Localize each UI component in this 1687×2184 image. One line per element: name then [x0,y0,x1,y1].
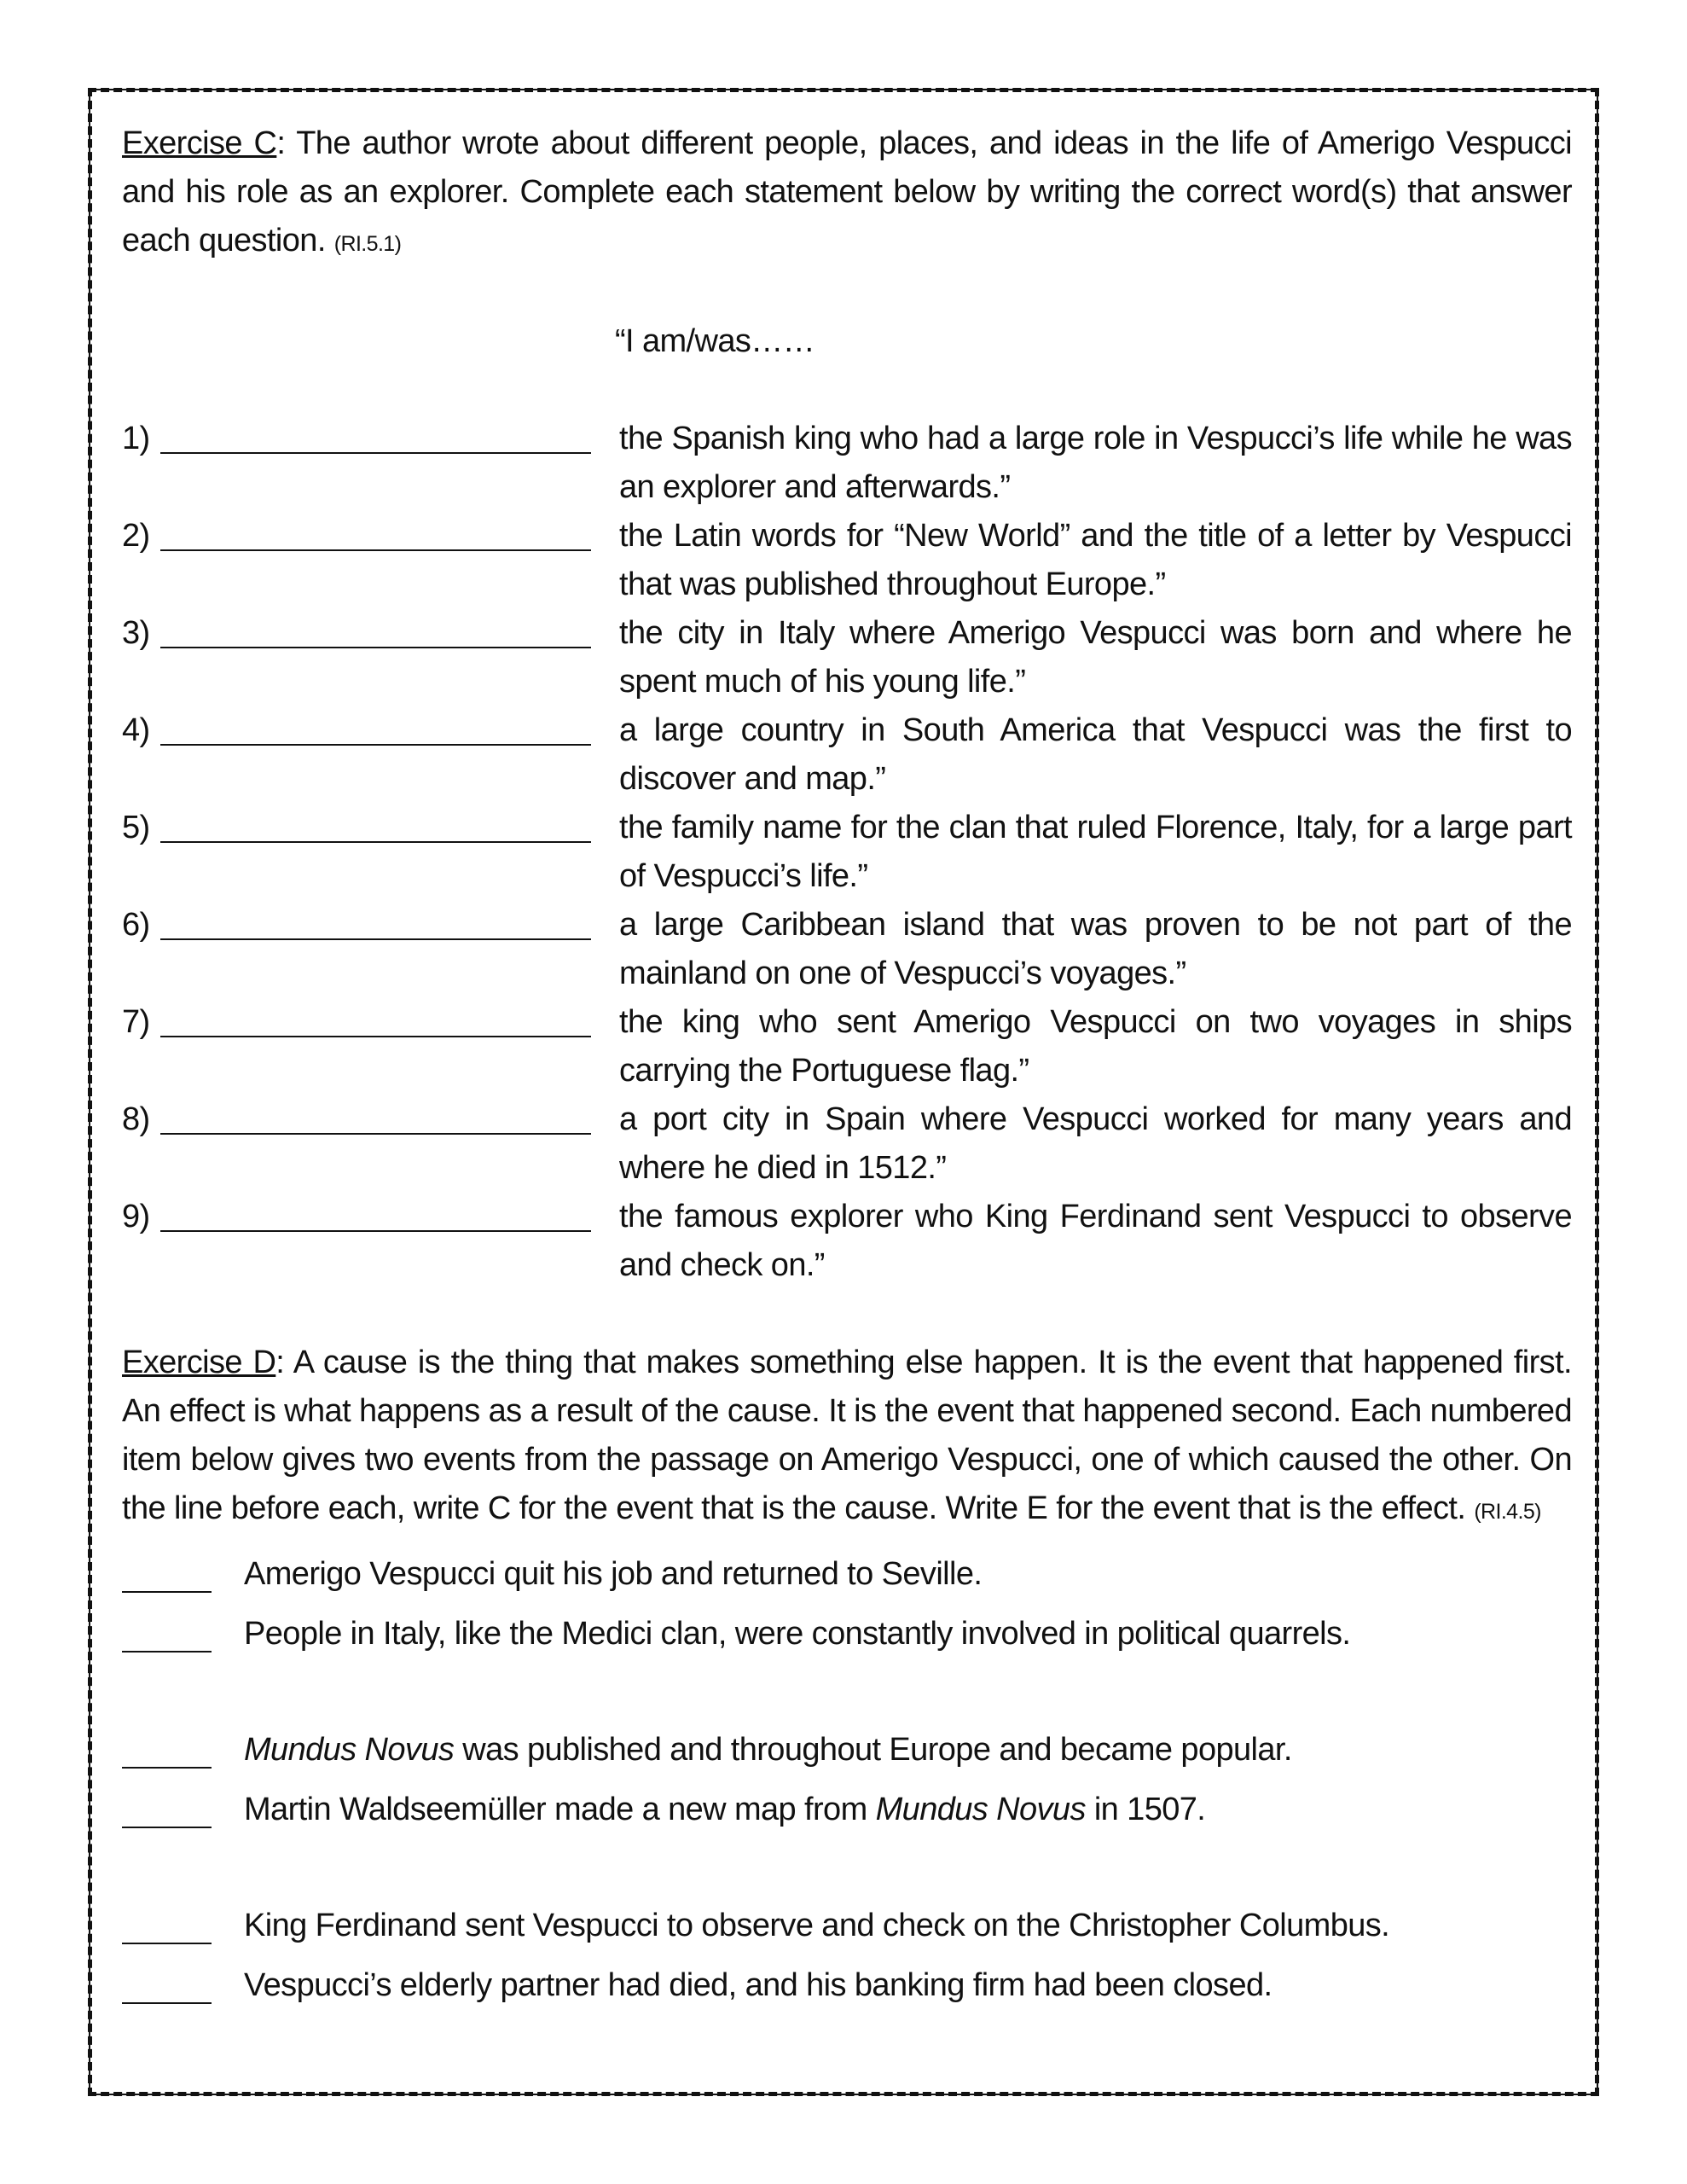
cause-effect-item: King Ferdinand sent Vespucci to observe and check on the Christopher Columbus. [122,1902,1572,1961]
answer-blank[interactable] [122,1726,212,1769]
answer-blank[interactable] [160,1095,591,1135]
answer-blank[interactable] [122,1610,212,1653]
answer-blank[interactable] [160,1193,591,1232]
question-item: 9) the famous explorer who King Ferdinand sent Vespucci to observe and check on.” [122,1193,1572,1290]
answer-blank[interactable] [160,415,591,454]
answer-blank[interactable] [160,998,591,1037]
exercise-d-label: Exercise D [122,1345,276,1380]
standard-ref: (RI.4.5) [1474,1500,1541,1524]
standard-ref: (RI.5.1) [333,232,402,256]
question-item: 3) the city in Italy where Amerigo Vespucci was born and where he spent much of his young life.” [122,609,1572,706]
answer-blank[interactable] [160,804,591,843]
exercise-c-list [122,415,1572,1290]
question-item: 4) a large country in South America that Vespucci was the first to discover and map.” [122,706,1572,804]
answer-blank[interactable] [122,1550,212,1593]
answer-blank[interactable] [160,609,591,648]
exercise-c-label: Exercise C [122,125,277,161]
answer-blank[interactable] [122,1961,212,2004]
question-item: 2) the Latin words for “New World” and the title of a letter by Vespucci that was published throughout Europe.” [122,512,1572,609]
answer-blank[interactable] [160,512,591,551]
exercise-d-instructions: Exercise D: A cause is the thing that makes something else happen. It is the event that happened first. An effect is what happens as a result of the cause. It is the event that happened second. Each numbered item below gives two events from the passage on Amerigo Vespucci, one of which caused the other. On the line before each, write C for the event that is the cause. Write E for the event that is the effect. (RI.4.5) [122,1345,1572,1526]
exercise-c-instructions: Exercise C: The author wrote about different people, places, and ideas in the life of Amerigo Vespucci and his role as an explorer. Complete each statement below by writing the correct word(s) that answer each question. (RI.5.1) [122,125,1573,258]
cause-effect-item: People in Italy, like the Medici clan, were constantly involved in political quarrels. [122,1610,1572,1670]
cause-effect-item: Amerigo Vespucci quit his job and returned to Seville. [122,1550,1572,1610]
question-item: 1) the Spanish king who had a large role in Vespucci’s life while he was an explorer and afterwards.” [122,415,1572,512]
cause-effect-item: Vespucci’s elderly partner had died, and his banking firm had been closed. [122,1961,1572,2021]
question-item: 6) a large Caribbean island that was proven to be not part of the mainland on one of Vespucci’s voyages.” [122,901,1572,998]
answer-blank[interactable] [122,1902,212,1944]
question-item: 5) the family name for the clan that ruled Florence, Italy, for a large part of Vespucci’s life.” [122,804,1572,901]
answer-blank[interactable] [160,901,591,940]
question-item: 7) the king who sent Amerigo Vespucci on two voyages in ships carrying the Portuguese flag.” [122,998,1572,1095]
answer-blank[interactable] [122,1786,212,1828]
worksheet-content [122,119,1572,2021]
question-item: 8) a port city in Spain where Vespucci worked for many years and where he died in 1512.” [122,1095,1572,1193]
cause-effect-item: Mundus Novus was published and throughout Europe and became popular. [122,1726,1572,1786]
cause-effect-list [122,1550,1572,2021]
prompt-i-am: “I am/was…… [615,323,815,359]
cause-effect-item: Martin Waldseemüller made a new map from Mundus Novus in 1507. [122,1786,1572,1845]
answer-blank[interactable] [160,706,591,746]
